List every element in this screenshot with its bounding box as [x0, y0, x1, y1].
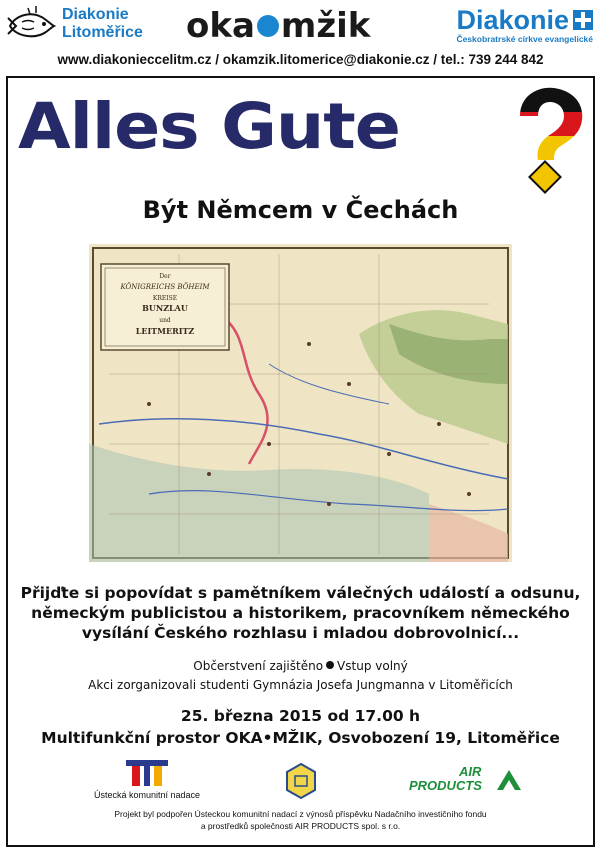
left-org-line1: Diakonie: [62, 6, 129, 23]
brand-part2: mžik: [280, 6, 371, 46]
fish-logo-icon: [6, 4, 58, 44]
map-cartouche-line5: und: [159, 317, 171, 324]
map-cartouche-line2: KÖNIGREICHS BÖHEIM: [120, 283, 210, 291]
right-org-subtitle: Českobratrské církve evangelické: [456, 34, 593, 44]
header: [0, 0, 601, 50]
historical-map-image: [89, 244, 512, 562]
air-products-logo: [405, 762, 525, 798]
bullet-icon: [326, 661, 334, 669]
sponsor-logos: [0, 758, 601, 808]
brand-part1: oka: [186, 6, 255, 46]
footer-line1: Projekt byl podpořen Ústeckou komunitní nadací z výnosů příspěvku Nadačního investičního fondu: [114, 809, 487, 819]
diakonie-cce-logo: [456, 6, 593, 44]
page-subtitle: Být Němcem v Čechách: [142, 196, 459, 224]
air-line1: AIR: [459, 764, 482, 779]
invite-line3: vysílání Českého rozhlasu i mladou dobrovolnicí...: [81, 624, 520, 642]
footer-note: [0, 808, 601, 832]
invite-line1: Přijďte si popovídat s pamětníkem válečných událostí a odsunu,: [20, 584, 581, 602]
invite-line2: německým publicistou a historikem, pracovníkem německého: [31, 604, 570, 622]
event-date-time: 25. března 2015 od 17.00 h: [180, 707, 421, 725]
brand-dot-icon: [257, 15, 279, 37]
contact-line: www.diakonieccelitm.cz / okamzik.litomerice@diakonie.cz / tel.: 739 244 842: [57, 52, 544, 67]
map-cartouche-line3: KREISE: [152, 295, 178, 302]
organizers-text: Akci zorganizovali studenti Gymnázia Josefa Jungmanna v Litoměřicích: [88, 678, 513, 692]
diakonie-litomerice-logo: [6, 4, 143, 44]
ustecka-komunitni-nadace-logo: [92, 758, 202, 800]
footer-line2: a prostředků společnosti AIR PRODUCTS spol. s r.o.: [200, 821, 401, 831]
right-org-name: Diakonie: [456, 5, 569, 35]
entry-text: Vstup volný: [337, 659, 408, 673]
okamzik-brand: [186, 6, 370, 46]
event-place: Multifunkční prostor OKA•MŽIK, Osvobození 19, Litoměřice: [41, 729, 560, 747]
map-cartouche-line1: Der: [159, 273, 171, 280]
map-cartouche-line4: BUNZLAU: [142, 303, 188, 313]
map-cartouche-line6: LEITMERITZ: [135, 326, 195, 336]
left-org-line2: Litoměřice: [62, 24, 143, 41]
gjj-school-logo-icon: [285, 762, 317, 800]
german-flag-question-mark-icon: [510, 86, 586, 196]
invitation-text: [20, 583, 581, 643]
page-title: Alles Gute: [18, 90, 400, 163]
cross-icon: [573, 10, 593, 30]
air-line2: PRODUCTS: [409, 778, 482, 793]
foundation-emblem-icon: [122, 758, 172, 788]
refreshments-text: Občerstvení zajištěno: [193, 659, 324, 673]
refreshments-entry-line: [0, 659, 601, 673]
foundation-label: Ústecká komunitní nadace: [93, 790, 201, 800]
